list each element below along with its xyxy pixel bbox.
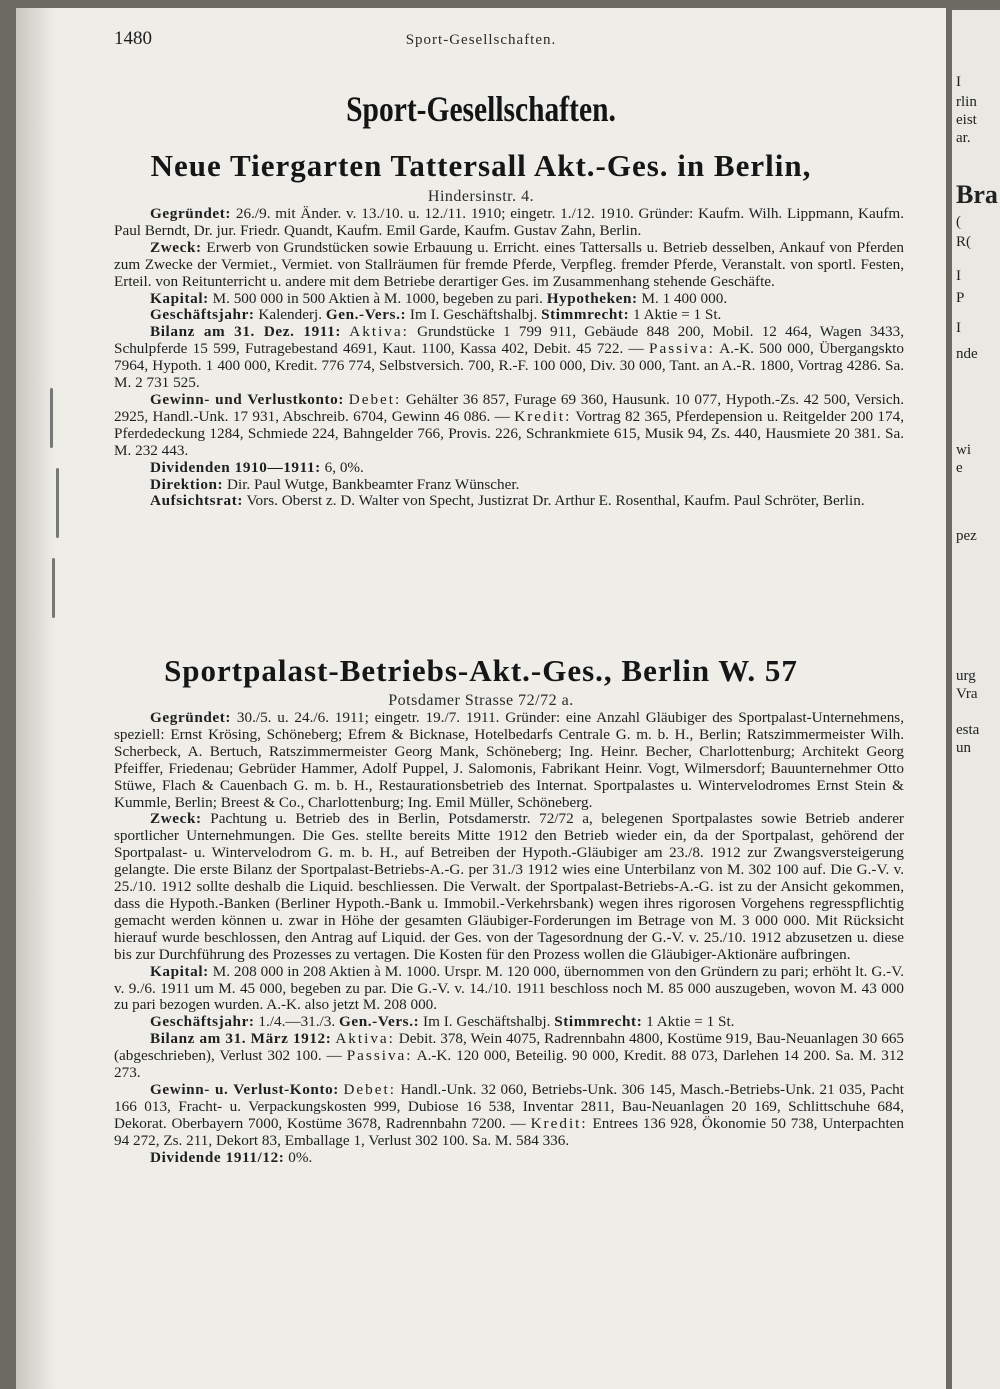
- founded-text: 26./9. mit Änder. v. 13./10. u. 12./11. 1910; eingetr. 1./12. 1910. Gründer: Kaufm. Wilh. Lippmann, Kaufm. Paul Berndt, Dr. jur. Friedr. Quandt, Kaufm. Emil Garde, Kaufm. Gustav Zahn, Berlin.: [114, 205, 905, 239]
- supervisory-board-text: Vors. Oberst z. D. Walter von Specht, Justizrat Dr. Arthur E. Rosenthal, Kaufm. Paul Schröter, Berlin.: [246, 492, 865, 510]
- capital-text: M. 208 000 in 208 Aktien à M. 1000. Urspr. M. 120 000, übernommen von den Gründern zu pari; erhöht lt. G.-V. v. 9./6. 1911 um M. 45 000, begeben zu par. Die G.-V. v. 14./10. 1911 beschloss noch M. 85 000 auszugeben, wovon M. 43 000 zu pari bezogen wurden. A.-K. also jetzt M. 208 000.: [114, 962, 904, 1014]
- dividend-text: 0%.: [288, 1148, 313, 1166]
- mortgages-label: Hypotheken:: [546, 289, 638, 307]
- adjacent-page-fragment: P: [956, 290, 965, 306]
- liabilities-label: Passiva:: [649, 340, 715, 358]
- profit-loss-label: Gewinn- u. Verlust-Konto:: [150, 1080, 339, 1098]
- business-year-label: Geschäftsjahr:: [150, 306, 255, 324]
- liabilities-label: Passiva:: [346, 1047, 413, 1065]
- business-year-paragraph: [114, 1014, 904, 1031]
- business-year-text: 1./4.—31./3.: [258, 1013, 336, 1031]
- margin-pencil-marks: [42, 388, 82, 628]
- supervisory-board-label: Aufsichtsrat:: [150, 492, 244, 510]
- adjacent-page-fragment: nde: [956, 346, 978, 362]
- credit-text: Vortrag 82 365, Pferdepension u. Reitgelder 200 174, Pferdedeckung 1284, Schmiede 224, Bahngelder 766, Provis. 226, Schrankmiete 615, Musik 94, Zs. 440, Hausmiete 20 381. Sa. M. 232 443.: [114, 407, 904, 459]
- founded-paragraph: [114, 206, 904, 240]
- voting-right-label: Stimmrecht:: [541, 306, 630, 324]
- founded-label: Gegründet:: [150, 205, 232, 222]
- company-entry: [114, 206, 904, 510]
- profit-loss-paragraph: [114, 1082, 904, 1150]
- adjacent-page-edge: [952, 10, 1000, 1389]
- assets-text: Grundstücke 1 799 911, Gebäude 848 200, Mobil. 12 464, Wagen 3433, Schulpferde 15 599, Futragebestand 4691, Kaut. 1100, Kassa 402, Debit. 45 722. —: [114, 323, 905, 358]
- adjacent-page-fragment: urg: [956, 668, 976, 684]
- adjacent-page-fragment: un: [956, 740, 971, 756]
- company-entry: [114, 710, 904, 1166]
- capital-label: Kapital:: [150, 289, 209, 307]
- adjacent-page-fragment: I: [956, 320, 961, 336]
- purpose-label: Zweck:: [150, 810, 202, 828]
- debit-text: Handl.-Unk. 32 060, Betriebs-Unk. 306 145, Masch.-Betriebs-Unk. 21 035, Pacht 166 013, Fracht- u. Verpackungskosten 999, Dubiose 16 538, Inventar 2811, Bau-Neuanlagen 20 169, Schlittschuhe 684, Dekorat. Oberbayern 7000, Kostüme 3678, Radrennbahn 7200. —: [114, 1080, 904, 1132]
- purpose-label: Zweck:: [150, 238, 202, 256]
- mortgages-text: M. 1 400 000.: [641, 289, 728, 307]
- debit-label: Debet:: [343, 1080, 396, 1098]
- business-year-text: Kalenderj.: [258, 306, 323, 324]
- business-year-paragraph: [114, 307, 904, 324]
- pencil-mark: [50, 388, 53, 448]
- dividend-label: Dividende 1911/12:: [150, 1148, 285, 1166]
- purpose-text: Pachtung u. Betrieb des in Berlin, Potsdamerstr. 72/72 a, belegenen Sportpalastes sowie Betrieb anderer sportlicher Unternehmungen. Die Ges. stellte bereits Mitte 1912 den Betrieb wieder ein, da der Sportpalast, gehörend der Sportpalast- u. Wintervelodrom G. m. b. H., auf Betreiben der Hypoth.-Gläubiger am 23./8. 1912 zur Zwangsversteigerung gelangte. Die erste Bilanz der Sportpalast-Betriebs-A.-G. per 31./3 1912 wies eine Unterbilanz von M. 302 100 auf. Die G.-V. v. 25./10. 1912 sollte deshalb die Liquid. beschliessen. Die Verwalt. der Sportpalast-Betriebs-A.-G. ist zu der Ansicht gekommen, dass die Hypoth.-Banken (Berliner Hypoth.-Bank u. Immobil.-Verkehrsbank) wegen ihres rigorosen Vorgehens regresspflichtig gemacht werden können u. zwar in Höhe der gesamten Gläubiger-Forderungen im Betrage von M. 3 000 000. Mit Rücksicht hierauf wurde beschlossen, den Antrag auf Liquid. der Ges. von der Tagesordnung der G.-V. v. 25./10. 1912 abzusetzen u. diese bis zur Durchführung des Prozesses zu vertagen. Die Kosten für den Prozess wollen die Gläubiger-Aktionäre aufbringen.: [114, 810, 904, 963]
- balance-label: Bilanz am 31. März 1912:: [150, 1030, 332, 1048]
- general-meeting-label: Gen.-Vers.:: [325, 306, 407, 324]
- adjacent-page-fragment: rlin: [956, 94, 977, 110]
- adjacent-page-fragment: R(: [956, 234, 971, 250]
- assets-label: Aktiva:: [349, 323, 409, 341]
- founded-label: Gegründet:: [150, 709, 232, 726]
- management-label: Direktion:: [150, 475, 224, 493]
- adjacent-page-fragment: ar.: [956, 130, 971, 146]
- balance-paragraph: [114, 1031, 904, 1082]
- general-meeting-text: Im I. Geschäftshalbj.: [409, 306, 538, 324]
- general-meeting-label: Gen.-Vers.:: [338, 1013, 420, 1031]
- purpose-paragraph: [114, 811, 904, 963]
- adjacent-page-fragment: Vra: [956, 686, 978, 702]
- adjacent-page-fragment: pez: [956, 528, 977, 544]
- dividends-label: Dividenden 1910—1911:: [150, 458, 321, 476]
- adjacent-page-fragment: esta: [956, 722, 980, 738]
- management-text: Dir. Paul Wutge, Bankbeamter Franz Wünscher.: [227, 475, 520, 493]
- profit-loss-paragraph: [114, 392, 904, 460]
- purpose-paragraph: [114, 240, 904, 291]
- adjacent-page-fragment: eist: [956, 112, 977, 128]
- dividends-paragraph: [114, 460, 904, 477]
- balance-paragraph: [114, 324, 904, 392]
- page-number: 1480: [114, 28, 152, 49]
- capital-text: M. 500 000 in 500 Aktien à M. 1000, begeben zu pari.: [212, 289, 543, 307]
- capital-paragraph: [114, 964, 904, 1015]
- founded-text: 30./5. u. 24./6. 1911; eingetr. 19./7. 1911. Gründer: eine Anzahl Gläubiger des Sportpalast-Unternehmens, speziell: Ernst Krösing, Schöneberg; Efrem & Bicknase, Hotelbedarfs Centrale G. m. b. H., Berlin; Ratszimmermeister Wilh. Scherbeck, A. Bertuch, Ratszimmermeister Georg Mank, Schöneberg; Ing. Heinr. Becher, Charlottenburg; Architekt Georg Pfeiffer, Friedenau; Gebrüder Hammer, Adolf Puppel, J. Salomonis, Fabrikant Heinr. Vogt, Wilmersdorf; Bauunternehmer Otto Stüwe, Flach & Cauenbach G. m. b. H., Restaurationsbetrieb des Internat. Sportpalastes u. Wintervelodromes Ernst Stein & Kummle, Berlin; Breest & Co., Charlottenburg; Ing. Emil Müller, Schöneberg.: [114, 709, 904, 811]
- founded-paragraph: [114, 710, 904, 811]
- capital-label: Kapital:: [150, 962, 209, 980]
- credit-text: Entrees 136 928, Ökonomie 50 738, Unterpachten 94 272, Zs. 211, Dekort 83, Emballage 1, Verlust 302 100. Sa. M. 584 336.: [114, 1114, 905, 1149]
- company-address: Hindersinstr. 4.: [427, 188, 535, 205]
- business-year-label: Geschäftsjahr:: [150, 1013, 255, 1031]
- purpose-text: Erwerb von Grundstücken sowie Erbauung u. Erricht. eines Tattersalls u. Betrieb desselben, Ankauf von Pferden zum Zwecke der Vermiet., Vermiet. von Stallräumen für fremde Pferde, Verpfleg. fremder Pferde, Veranstalt. von sportl. Festen, Erteil. von Reitunterricht u. andere mit dem Betriebe derartiger Ges. im Zusammenhang stehende Geschäfte.: [114, 238, 904, 290]
- company-title: Sportpalast-Betriebs-Akt.-Ges., Berlin W. 57: [164, 653, 798, 688]
- pencil-mark: [52, 558, 55, 618]
- adjacent-page-fragment: Bra: [956, 180, 998, 209]
- company-address: Potsdamer Strasse 72/72 a.: [388, 692, 574, 709]
- debit-text: Gehälter 36 857, Furage 69 360, Hausunk. 10 077, Hypoth.-Zs. 42 500, Versich. 2925, Handl.-Unk. 17 931, Abschreib. 6704, Gewinn 46 086. —: [114, 390, 905, 425]
- voting-right-label: Stimmrecht:: [554, 1013, 643, 1031]
- assets-label: Aktiva:: [335, 1030, 395, 1048]
- company-title: Neue Tiergarten Tattersall Akt.-Ges. in Berlin,: [150, 148, 812, 183]
- dividends-text: 6, 0%.: [324, 458, 364, 476]
- liabilities-text: A.-K. 120 000, Beteilig. 90 000, Kredit. 88 073, Darlehen 14 200. Sa. M. 312 273.: [114, 1047, 905, 1082]
- voting-right-text: 1 Aktie = 1 St.: [633, 306, 722, 324]
- adjacent-page-fragment: I: [956, 268, 961, 284]
- general-meeting-text: Im I. Geschäftshalbj.: [423, 1013, 551, 1031]
- liabilities-text: A.-K. 500 000, Übergangskto 7964, Hypoth. 1 400 000, Kredit. 776 774, Selbstversich. 700, R.-F. 100 000, Div. 30 000, Tant. an A.-R. 1800, Vortrag 4286. Sa. M. 2 731 525.: [114, 340, 904, 392]
- adjacent-page-fragment: wi: [956, 442, 971, 458]
- balance-label: Bilanz am 31. Dez. 1911:: [150, 323, 341, 341]
- credit-label: Kredit:: [514, 407, 572, 425]
- dividend-paragraph: [114, 1150, 904, 1167]
- adjacent-page-fragment: I: [956, 74, 961, 90]
- management-paragraph: [114, 477, 904, 494]
- profit-loss-label: Gewinn- und Verlustkonto:: [150, 390, 345, 408]
- adjacent-page-fragment: e: [956, 460, 963, 476]
- credit-label: Kredit:: [530, 1114, 588, 1132]
- assets-text: Debit. 378, Wein 4075, Radrennbahn 4800, Kostüme 919, Bau-Neuanlagen 30 665 (abgeschrieben), Verlust 302 100. —: [114, 1030, 905, 1065]
- book-page: [16, 8, 946, 1389]
- debit-label: Debet:: [348, 390, 402, 408]
- supervisory-board-paragraph: [114, 493, 904, 510]
- section-title: Sport-Gesellschaften.: [346, 89, 616, 129]
- running-head: Sport-Gesellschaften.: [405, 32, 557, 48]
- capital-paragraph: [114, 291, 904, 308]
- pencil-mark: [56, 468, 59, 538]
- adjacent-page-fragment: (: [956, 214, 961, 230]
- voting-right-text: 1 Aktie = 1 St.: [646, 1013, 735, 1031]
